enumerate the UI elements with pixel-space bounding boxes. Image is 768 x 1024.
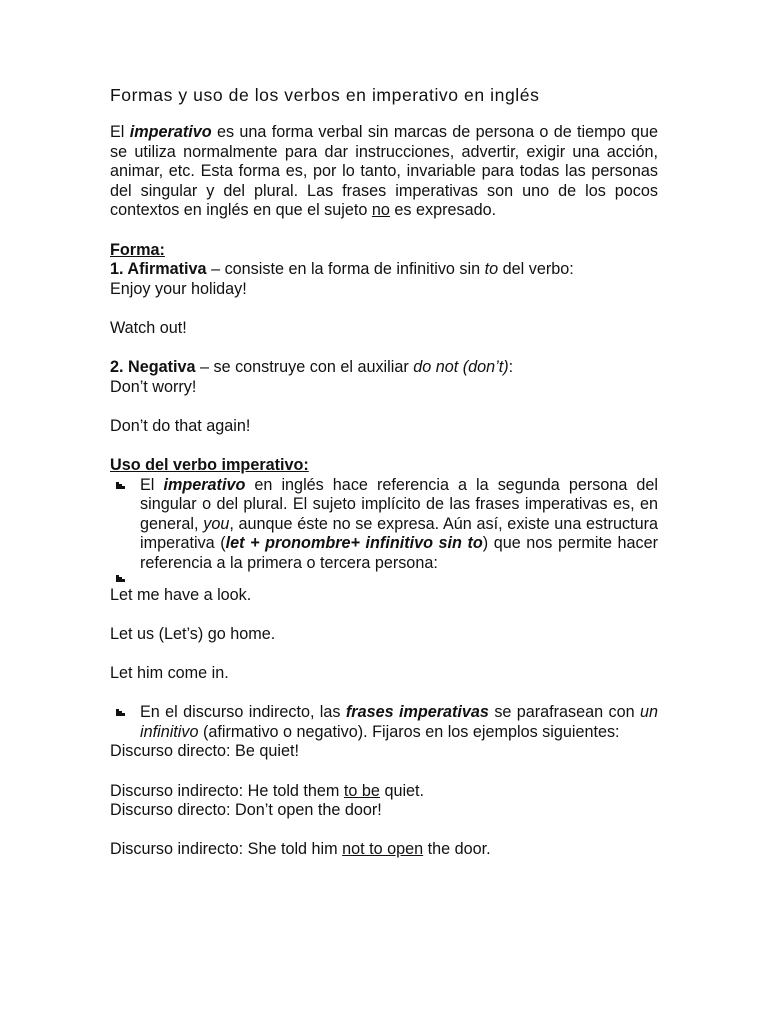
negativa-text: – se construye con el auxiliar xyxy=(199,358,409,377)
uso-heading: Uso del verbo imperativo: xyxy=(110,456,309,475)
uso-structure: let + pronombre+ infinitivo sin to xyxy=(225,534,483,553)
intro-no: no xyxy=(371,201,390,220)
afirmativa-text: – consiste en la forma de infinitivo sin xyxy=(211,260,481,279)
underlined-to-be: to be xyxy=(343,781,380,800)
bullet-icon xyxy=(110,476,140,496)
intro-paragraph xyxy=(110,123,658,221)
afirmativa-label: 1. Afirmativa xyxy=(110,260,207,279)
negativa-example-1: Don’t worry! xyxy=(110,377,197,396)
bullet-icon xyxy=(110,574,140,586)
discurso-indirecto-2: Discurso indirecto: She told him not to open the door. xyxy=(110,840,491,859)
discurso-directo-1: Discurso directo: Be quiet! xyxy=(110,742,299,761)
uso-infinitivo: un infinitivo xyxy=(140,703,659,741)
discurso-directo-2: Discurso directo: Don’t open the door! xyxy=(110,801,382,820)
negativa-example-2: Don’t do that again! xyxy=(110,416,251,435)
intro-text: es una forma verbal sin marcas de persona o de tiempo que se utiliza normalmente para dar instrucciones, advertir, exigir una acción, animar, etc. Esta forma es, por lo tanto, invariable para todas las personas del singular y del plural. Las frases imperativas son uno de los pocos contextos en inglés en que el sujeto xyxy=(110,123,658,220)
uso-frases-keyword: frases imperativas xyxy=(345,703,489,722)
uso-bullet-2 xyxy=(110,703,658,742)
underlined-not-to-open: not to open xyxy=(342,840,424,859)
uso-bullet-2-text: En el discurso indirecto, las frases imperativas se parafrasean con un infinitivo (afirmativo o negativo). Fijaros en los ejemplos siguientes: xyxy=(140,703,659,741)
discurso-indirecto-1: Discurso indirecto: He told them to be quiet. xyxy=(110,781,425,800)
afirmativa-example-1: Enjoy your holiday! xyxy=(110,279,247,298)
afirmativa-to: to xyxy=(484,260,499,279)
negativa-aux: do not (don’t) xyxy=(413,358,509,377)
intro-word: El xyxy=(110,123,125,141)
bullet-icon xyxy=(110,703,140,723)
afirmativa-text-end: del verbo: xyxy=(502,260,574,279)
document-title: Formas y uso de los verbos en imperativo en inglés xyxy=(110,85,540,105)
let-example-1: Let me have a look. xyxy=(110,585,252,604)
uso-keyword: imperativo xyxy=(163,475,246,494)
intro-end: es expresado. xyxy=(394,201,497,220)
afirmativa-example-2: Watch out! xyxy=(110,318,187,337)
empty-bullet xyxy=(110,574,658,586)
negativa-label: 2. Negativa xyxy=(110,358,196,377)
let-example-3: Let him come in. xyxy=(110,664,229,683)
negativa-colon: : xyxy=(508,358,514,377)
document-page xyxy=(110,84,658,860)
intro-keyword: imperativo xyxy=(129,123,212,141)
negativa-line xyxy=(110,358,658,378)
let-example-2: Let us (Let’s) go home. xyxy=(110,624,276,643)
afirmativa-line xyxy=(110,260,658,280)
forma-heading: Forma: xyxy=(110,240,165,259)
uso-you: you xyxy=(203,514,230,533)
uso-bullet-1 xyxy=(110,476,658,574)
uso-bullet-1-text: El imperativo en inglés hace referencia a la segunda persona del singular o del plural. El sujeto implícito de las frases imperativas es, en general, you, aunque éste no se expresa. Aún así, existe una estructura imperativa (let + pronombre+ infinitivo sin to) que nos permite hacer referencia a la primera o tercera persona: xyxy=(140,475,659,573)
